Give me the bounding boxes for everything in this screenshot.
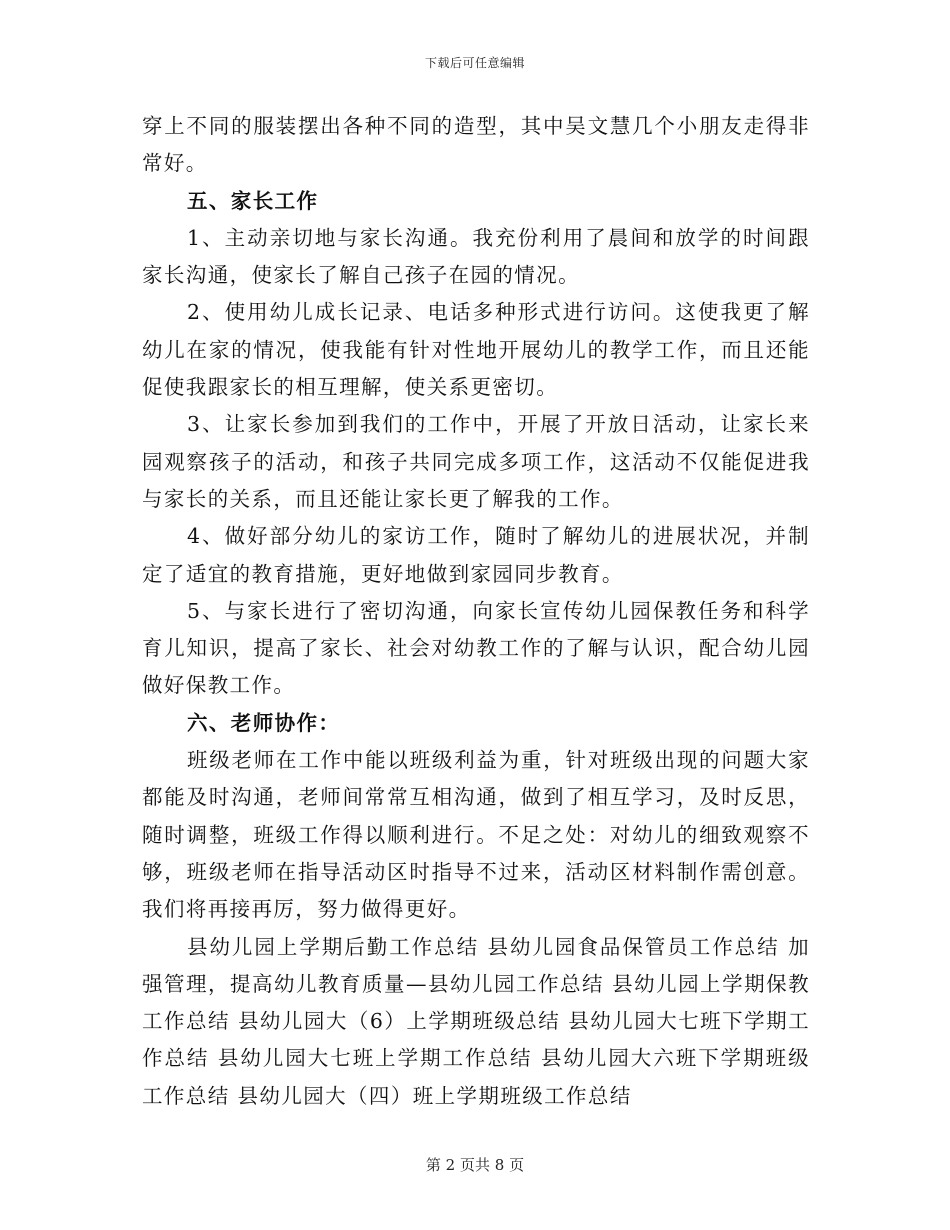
section-heading-parent-work: 五、家长工作 [187, 188, 319, 213]
paragraph-item-3: 3、让家长参加到我们的工作中，开展了开放日活动，让家长来园观察孩子的活动，和孩子共同完成多项工作，这活动不仅能促进我与家长的关系，而且还能让家长更了解我的工作。 [142, 412, 810, 511]
section-heading-teacher-collaboration: 六、老师协作： [187, 710, 341, 735]
paragraph-related-titles: 县幼儿园上学期后勤工作总结 县幼儿园食品保管员工作总结 加强管理，提高幼儿教育质量—县幼儿园工作总结 县幼儿园上学期保教工作总结 县幼儿园大（6）上学期班级总结 县幼儿园大七班下学期工作总结 县幼儿园大七班上学期工作总结 县幼儿园大六班下学期班级工作总结 县幼儿园大（四）班上学期班级工作总结 [142, 934, 810, 1108]
page-footer-page-number: 第 2 页共 8 页 [425, 1156, 525, 1174]
paragraph-item-2: 2、使用幼儿成长记录、电话多种形式进行访问。这使我更了解幼儿在家的情况，使我能有针对性地开展幼儿的教学工作，而且还能促使我跟家长的相互理解，使关系更密切。 [142, 300, 810, 400]
paragraph-teacher-collaboration: 班级老师在工作中能以班级利益为重，针对班级出现的问题大家都能及时沟通，老师间常常互相沟通，做到了相互学习，及时反思，随时调整，班级工作得以顺利进行。不足之处：对幼儿的细致观察不够，班级老师在指导活动区时指导不过来，活动区材料制作需创意。我们将再接再厉，努力做得更好。 [142, 748, 810, 922]
paragraph-item-1: 1、主动亲切地与家长沟通。我充份利用了晨间和放学的时间跟家长沟通，使家长了解自己孩子在园的情况。 [142, 225, 810, 288]
paragraph-item-4: 4、做好部分幼儿的家访工作，随时了解幼儿的进展状况，并制定了适宜的教育措施，更好地做到家园同步教育。 [142, 524, 810, 586]
paragraph-continuation: 穿上不同的服装摆出各种不同的造型，其中吴文慧几个小朋友走得非常好。 [142, 114, 810, 176]
paragraph-item-5: 5、与家长进行了密切沟通，向家长宣传幼儿园保教任务和科学育儿知识，提高了家长、社会对幼教工作的了解与认识，配合幼儿园做好保教工作。 [142, 598, 810, 698]
page-header: 下载后可任意编辑 [424, 56, 525, 70]
document-body [142, 108, 810, 1115]
